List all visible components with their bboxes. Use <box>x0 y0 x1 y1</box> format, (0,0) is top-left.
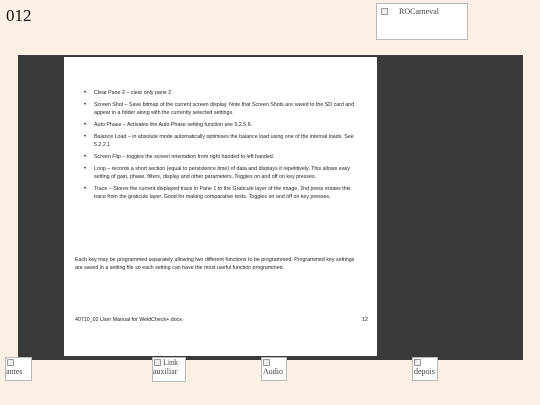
auxiliary-link-button[interactable] <box>152 357 186 382</box>
broken-image-icon <box>414 359 421 366</box>
broken-image-icon <box>154 359 161 366</box>
broken-image-icon <box>7 359 14 366</box>
document-page <box>64 57 377 356</box>
previous-button[interactable] <box>5 357 32 381</box>
document-footer-filename: 40710_02 User Manual for WeldCheck+.docx <box>75 317 182 323</box>
next-alt-text: depois <box>414 367 435 376</box>
body-paragraph: Each key may be programmed separately allowing two different functions to be programmed. Programmed key settings are saved in a setting file so each setting can have the most useful function programmed. <box>75 257 355 271</box>
list-item: • Balance Load – in absolute mode automatically optimises the balance load using one of the internal loads. See 5.2.2.1 <box>84 134 360 149</box>
audio-alt-text: Audio <box>263 367 283 376</box>
broken-image-icon <box>263 359 270 366</box>
slide-number: 012 <box>6 6 32 25</box>
audio-button[interactable] <box>261 357 287 381</box>
list-item: • Screen Flip – toggles the screen orientation from right handed to left handed. <box>84 154 360 162</box>
logo-image <box>376 3 468 40</box>
list-item: • Trace – Stores the current displayed trace in Pane 1 to the Graticule layer of the image. 2nd press erases this trace from the graticule layer. Good for making comparative tests. Toggles on and off on key presses. <box>84 186 360 201</box>
logo-alt-text: ROCarneval <box>399 7 439 16</box>
list-item: • Auto Phase – Activates the Auto Phase setting function see 5.2.5.6. <box>84 122 360 130</box>
auxiliary-link-alt-text: Link auxiliar <box>153 358 179 376</box>
list-item: • Clear Pane 2 – clear only pane 2 <box>84 90 360 98</box>
previous-alt-text: antes <box>6 367 23 376</box>
list-item: • Screen Shot – Save bitmap of the current screen display. Note that Screen Shots are saved to the SD card and appear in a folder along with the currently selected settings. <box>84 102 360 117</box>
next-button[interactable] <box>412 357 438 381</box>
list-item: • Loop – records a short section (equal to persistence time) of data and displays it repetitively. This allows easy setting of gain, phase, filters, display and other parameters. Toggles on and off on key presses. <box>84 166 360 181</box>
document-page-number: 12 <box>362 317 368 323</box>
broken-image-icon <box>381 8 388 15</box>
function-list <box>84 90 360 206</box>
